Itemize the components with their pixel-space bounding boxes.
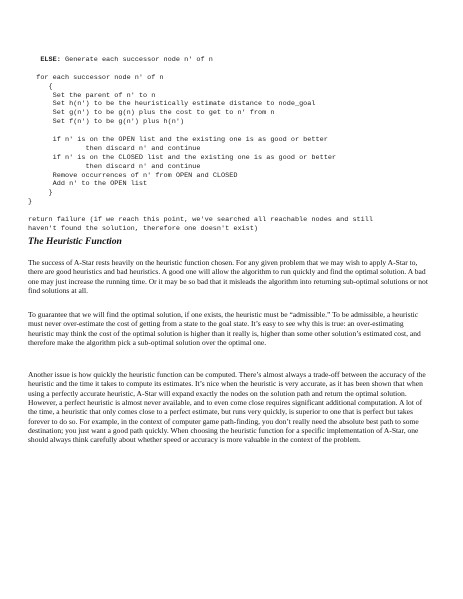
code-text: Remove occurrences of n' from OPEN and CLOSED bbox=[52, 171, 238, 180]
code-text: if n' is on the CLOSED list and the existing one is as good or better bbox=[52, 153, 337, 162]
code-line bbox=[28, 83, 448, 92]
code-line bbox=[28, 56, 448, 65]
code-text: if n' is on the OPEN list and the existing one is as good or better bbox=[52, 136, 328, 145]
code-text: Set g(n') to be g(n) plus the cost to get to n' from n bbox=[52, 109, 275, 118]
section-heading: The Heuristic Function bbox=[28, 236, 122, 247]
code-line bbox=[28, 189, 448, 198]
code-text: } bbox=[28, 198, 33, 207]
code-text: haven't found the solution, therefore one doesn't exist) bbox=[28, 224, 258, 233]
code-line bbox=[28, 180, 448, 189]
code-line bbox=[28, 225, 448, 234]
code-line bbox=[28, 118, 448, 127]
code-text: Set h(n') to be the heuristically estimate distance to node_goal bbox=[52, 100, 316, 109]
paragraph-intro: The success of A-Star rests heavily on the heuristic function chosen. For any given problem that we may wish to apply A-Star to, there are good heuristics and bad heuristics. A good one will allow the algorithm to run quickly and find the optimal solution. A bad one may just increase the running time. Or it may be so bad that it misleads the algorithm into returning sub-optimal solutions or not find solutions at all. bbox=[28, 258, 428, 296]
code-text: Set the parent of n' to n bbox=[52, 91, 156, 100]
code-line bbox=[28, 65, 448, 74]
code-text: then discard n' and continue bbox=[85, 162, 201, 171]
code-line bbox=[28, 92, 448, 101]
code-line bbox=[28, 172, 448, 181]
code-text: Add n' to the OPEN list bbox=[52, 180, 148, 189]
code-text: then discard n' and continue bbox=[85, 144, 201, 153]
code-line bbox=[28, 74, 448, 83]
paragraph-admissible: To guarantee that we will find the optimal solution, if one exists, the heuristic must be “admissible.” To be admissible, a heuristic must never over-estimate the cost of getting from a state to the goal state. It’s easy to see why this is true: an over-estimating heuristic may think the cost of the optimal solution is higher than it really is, higher than some other solution’s estimated cost, and therefore make the algorithm pick a sub-optimal solution over the optimal one. bbox=[28, 310, 421, 348]
code-line bbox=[28, 207, 448, 216]
code-line bbox=[28, 145, 448, 154]
code-line bbox=[28, 154, 448, 163]
code-line bbox=[28, 100, 448, 109]
code-keyword: ELSE: bbox=[40, 56, 61, 64]
code-text: return failure (if we reach this point, we've searched all reachable nodes and still bbox=[28, 216, 373, 225]
code-text: for each successor node n' of n bbox=[36, 73, 164, 82]
code-line bbox=[28, 127, 448, 136]
code-line bbox=[28, 163, 448, 172]
paragraph-tradeoff: Another issue is how quickly the heuristic function can be computed. There’s almost always a trade-off between the accuracy of the heuristic and the time it takes to compute its estimates. It’s nice when the heuristic is very accurate, as it has been shown that when using a perfectly accurate heuristic, A-Star will expand exactly the nodes on the solution path and return the optimal solution. However, a perfect heuristic is almost never available, and to even come close requires significant additional computation. A lot of the time, a heuristic that only comes close to a perfect estimate, but runs very quickly, is superior to one that is perfect but takes forever to do so. For example, in the context of computer game path-finding, you don’t really need the absolute best path to some destination; you just want a good path quickly. When choosing the heuristic function for a specific implementation of A-Star, one should always think carefully about whether speed or accuracy is more valuable in the context of the problem. bbox=[28, 370, 426, 445]
code-text: Generate each successor node n' of n bbox=[60, 56, 213, 64]
code-text: } bbox=[48, 189, 53, 198]
code-text: { bbox=[48, 82, 53, 91]
code-text: Set f(n') to be g(n') plus h(n') bbox=[52, 118, 185, 127]
code-line bbox=[28, 216, 448, 225]
code-line bbox=[28, 109, 448, 118]
code-line bbox=[28, 198, 448, 207]
pseudocode-block bbox=[28, 56, 448, 234]
code-line bbox=[28, 136, 448, 145]
